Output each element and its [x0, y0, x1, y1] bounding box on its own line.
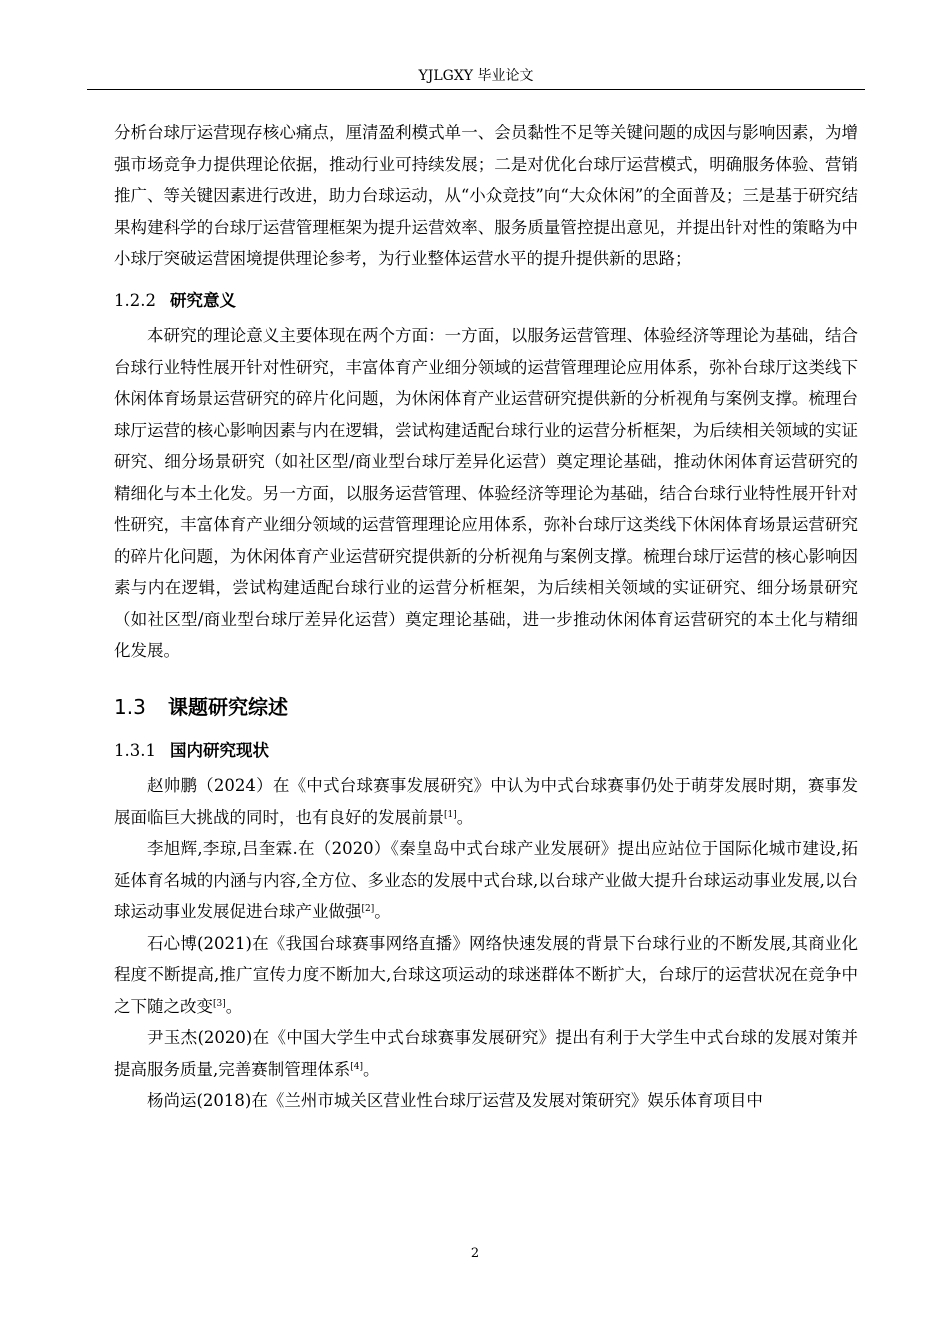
section-number: 1.3.1: [114, 740, 156, 760]
page-content: [114, 117, 858, 1117]
section-title: 课题研究综述: [168, 694, 288, 719]
section-number: 1.3: [114, 694, 146, 719]
citation-mark: [4]: [350, 1061, 363, 1072]
paragraph-significance: 本研究的理论意义主要体现在两个方面：一方面，以服务运营管理、体验经济等理论为基础，结合台球行业特性展开针对性研究，丰富体育产业细分领域的运营管理理论应用体系，弥补台球厅这类线下休闲体育场景运营研究的碎片化问题，为休闲体育产业运营研究提供新的分析视角与案例支撑。梳理台球厅运营的核心影响因素与内在逻辑，尝试构建适配台球行业的运营分析框架，为后续相关领域的实证研究、细分场景研究（如社区型/商业型台球厅差异化运营）奠定理论基础，推动休闲体育运营研究的精细化与本土化发。另一方面，以服务运营管理、体验经济等理论为基础，结合台球行业特性展开针对性研究，丰富体育产业细分领域的运营管理理论应用体系，弥补台球厅这类线下休闲体育场景运营研究的碎片化问题，为休闲体育产业运营研究提供新的分析视角与案例支撑。梳理台球厅运营的核心影响因素与内在逻辑，尝试构建适配台球行业的运营分析框架，为后续相关领域的实证研究、细分场景研究（如社区型/商业型台球厅差异化运营）奠定理论基础，进一步推动休闲体育运营研究的本土化与精细化发展。: [114, 326, 858, 660]
reference-paragraph: 赵帅鹏（2024）在《中式台球赛事发展研究》中认为中式台球赛事仍处于萌芽发展时期，赛事发展面临巨大挑战的同时，也有良好的发展前景[1]。: [114, 776, 858, 827]
section-number: 1.2.2: [114, 290, 156, 310]
reference-paragraph: 李旭辉,李琼,吕奎霖.在（2020）《秦皇岛中式台球产业发展研》提出应站位于国际化城市建设,拓延体育名城的内涵与内容,全方位、多业态的发展中式台球,以台球产业做大提升台球运动事业发展,以台球运动事业发展促进台球产业做强[2]。: [114, 839, 858, 921]
page-header: YJLGXY 毕业论文: [87, 66, 865, 90]
section-heading-1-3-1: [114, 735, 858, 767]
reference-paragraph: 杨尚运(2018)在《兰州市城关区营业性台球厅运营及发展对策研究》娱乐体育项目中: [147, 1091, 763, 1110]
reference-paragraph: 尹玉杰(2020)在《中国大学生中式台球赛事发展研究》提出有利于大学生中式台球的发展对策并提高服务质量,完善赛制管理体系[4]。: [114, 1028, 858, 1079]
section-heading-1-2-2: [114, 285, 858, 317]
citation-mark: [3]: [213, 998, 226, 1009]
citation-mark: [1]: [444, 809, 457, 820]
page-number: 2: [470, 1246, 480, 1261]
citation-mark: [2]: [361, 904, 375, 914]
section-title: 国内研究现状: [170, 740, 269, 760]
section-title: 研究意义: [170, 290, 236, 310]
paragraph-continued: 分析台球厅运营现存核心痛点，厘清盈利模式单一、会员黏性不足等关键问题的成因与影响因素，为增强市场竞争力提供理论依据，推动行业可持续发展；二是对优化台球厅运营模式，明确服务体验、营销推广、等关键因素进行改进，助力台球运动，从“小众竞技”向“大众休闲”的全面普及；三是基于研究结果构建科学的台球厅运营管理框架为提升运营效率、服务质量管控提出意见，并提出针对性的策略为中小球厅突破运营困境提供理论参考，为行业整体运营水平的提升提供新的思路；: [114, 123, 858, 268]
reference-paragraph: 石心博(2021)在《我国台球赛事网络直播》网络快速发展的背景下台球行业的不断发展,其商业化程度不断提高,推广宣传力度不断加大,台球这项运动的球迷群体不断扩大，台球厅的运营状况在竞争中之下随之改变[3]。: [114, 933, 858, 1016]
section-heading-1-3: [114, 689, 858, 725]
